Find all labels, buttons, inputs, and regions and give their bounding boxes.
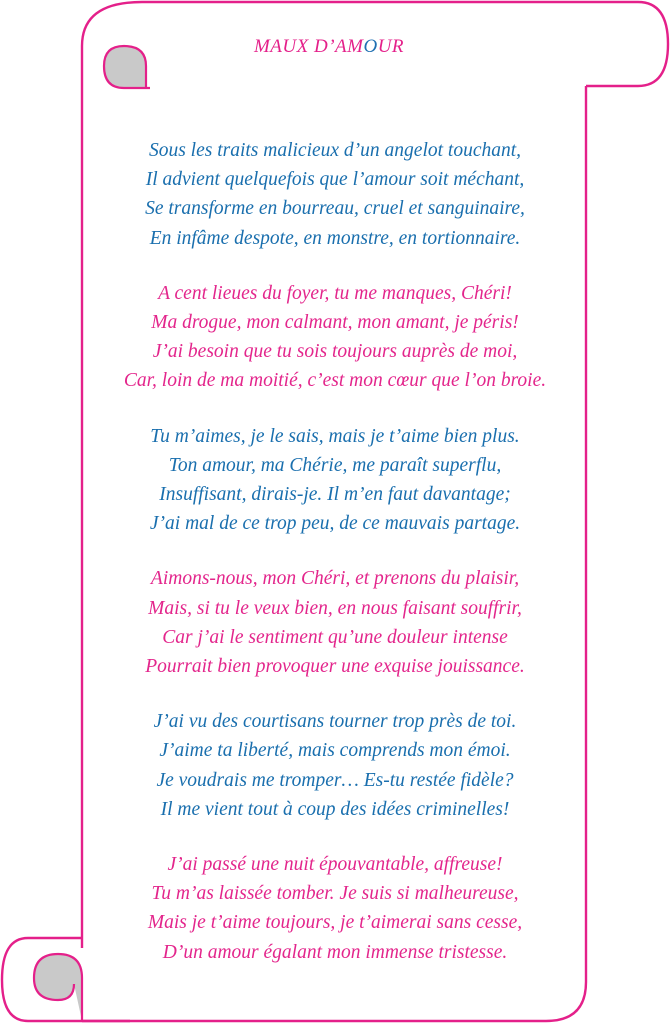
stanza-6 (0, 850, 670, 967)
verse-line: Il me vient tout à coup des idées criminelles! (160, 798, 510, 820)
verse-line: Il advient quelquefois que l’amour soit méchant, (145, 169, 525, 191)
stanza-4 (0, 564, 670, 681)
verse-line: En infâme despote, en monstre, en tortionnaire. (149, 227, 521, 249)
verse-line: J’ai mal de ce trop peu, de ce mauvais partage. (149, 513, 521, 535)
verse-line: A cent lieues du foyer, tu me manques, Chéri! (158, 282, 512, 304)
verse-line: Tu m’as laissée tomber. Je suis si malheureuse, (151, 883, 519, 905)
stanza-1 (0, 136, 670, 253)
verse-line: Car, loin de ma moitié, c’est mon cœur que l’on broie. (123, 370, 547, 392)
verse-line: Je voudrais me tromper… Es-tu restée fidèle? (156, 769, 514, 791)
stanza-3 (0, 422, 670, 539)
verse-line: Ton amour, ma Chérie, me paraît superflu, (168, 454, 502, 476)
verse-line: D’un amour égalant mon immense tristesse. (162, 941, 508, 963)
stanza-5 (0, 707, 670, 824)
poem-title-o: O (363, 36, 378, 57)
verse-line: Car j’ai le sentiment qu’une douleur intense (162, 626, 508, 648)
verse-line: J’ai vu des courtisans tourner trop près de toi. (153, 711, 517, 733)
verse-line: J’aime ta liberté, mais comprends mon émoi. (159, 740, 511, 762)
poem-body (0, 136, 670, 993)
verse-line: J’ai besoin que tu sois toujours auprès de moi, (152, 341, 518, 363)
stanza-2 (0, 279, 670, 396)
verse-line: Mais je t’aime toujours, je t’aimerai sans cesse, (147, 912, 523, 934)
verse-line: Mais, si tu le veux bien, en nous faisant souffrir, (148, 597, 522, 619)
verse-line: Pourrait bien provoquer une exquise jouissance. (145, 656, 525, 678)
verse-line: Ma drogue, mon calmant, mon amant, je péris! (151, 312, 519, 334)
verse-line: Tu m’aimes, je le sais, mais je t’aime bien plus. (150, 425, 520, 447)
verse-line: Se transforme en bourreau, cruel et sanguinaire, (145, 198, 525, 220)
verse-line: Sous les traits malicieux d’un angelot touchant, (148, 140, 522, 161)
poem-title-end: UR (377, 36, 405, 57)
poem-title (0, 36, 664, 58)
verse-line: Insuffisant, dirais-je. Il m’en faut davantage; (159, 484, 511, 506)
poem-title-start: MAUX D’AM (253, 36, 364, 57)
verse-line: J’ai passé une nuit épouvantable, affreuse! (167, 854, 503, 876)
verse-line: Aimons-nous, mon Chéri, et prenons du plaisir, (150, 568, 520, 590)
